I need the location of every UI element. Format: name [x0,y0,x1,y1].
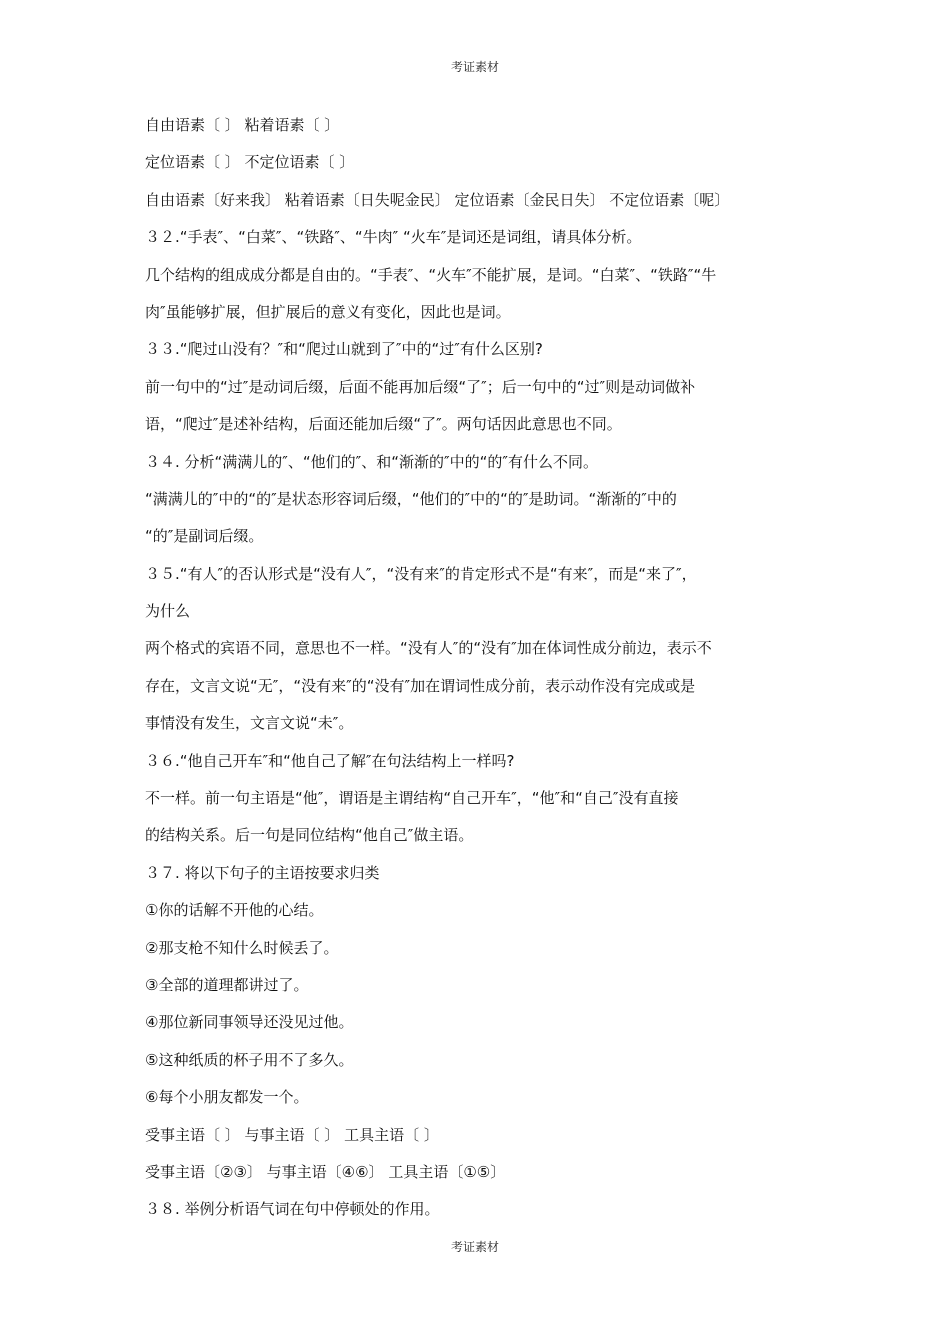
question-37: ３７. 将以下句子的主语按要求归类 [145,863,380,882]
text-line: 肉″虽能够扩展，但扩展后的意义有变化，因此也是词。 [145,302,511,321]
question-32: ３２.“手表″、“白菜″、“铁路″、“牛肉″ “火车″是词还是词组，请具体分析。 [145,228,642,247]
text-line: 自由语素〔 〕 粘着语素〔 〕 [145,116,340,134]
text-line: ③全部的道理都讲过了。 [145,975,309,994]
text-line: 两个格式的宾语不同，意思也不一样。“没有人″的“没有″加在体词性成分前边，表示不 [145,639,712,658]
question-33: ３３.“爬过山没有？″和“爬过山就到了″中的“过″有什么区别? [145,340,543,359]
page-header: 考证素材 [450,60,499,74]
text-line: 为什么 [145,602,191,621]
text-line: 自由语素〔好来我〕 粘着语素〔日失呢金民〕 定位语素〔金民日失〕 不定位语素〔呢〕 [145,190,730,209]
question-38: ３８. 举例分析语气词在句中停顿处的作用。 [145,1200,440,1219]
question-36: ３６.“他自己开车″和“他自己了解″在句法结构上一样吗? [145,751,515,770]
text-line: 的结构关系。后一句是同位结构“他自己″做主语。 [145,826,474,845]
text-line: “的″是副词后缀。 [145,527,264,546]
question-34: ３４. 分析“满满儿的″、“他们的″、和“渐渐的″中的“的″有什么不同。 [145,452,599,471]
text-line: ②那支枪不知什么时候丢了。 [145,938,339,957]
text-line: 受事主语〔 〕 与事主语〔 〕 工具主语〔 〕 [145,1125,439,1144]
question-35: ３５.“有人″的否认形式是“没有人″，“没有来″的肯定形式不是“有来″，而是“来了″， [145,564,697,583]
text-line: “满满儿的″中的“的″是状态形容词后缀，“他们的″中的“的″是助词。“渐渐的″中的 [145,489,677,508]
text-line: 不一样。前一句主语是“他″，谓语是主谓结构“自己开车″，“他″和“自己″没有直接 [145,789,679,808]
page-footer: 考证素材 [450,1240,499,1254]
text-line: 存在，文言文说“无″，“没有来″的“没有″加在谓词性成分前，表示动作没有完成或是 [145,676,696,695]
text-line: 几个结构的组成成分都是自由的。“手表″、“火车″不能扩展，是词。“白菜″、“铁路″“牛 [145,265,717,284]
text-line: 受事主语〔②③〕 与事主语〔④⑥〕 工具主语〔①⑤〕 [145,1162,506,1181]
text-line: ⑥每个小朋友都发一个。 [145,1088,309,1107]
text-line: 事情没有发生，文言文说“未″。 [145,714,354,733]
text-line: ①你的话解不开他的心结。 [145,901,324,920]
text-line: 语，“爬过″是述补结构，后面还能加后缀“了″。两句话因此意思也不同。 [145,415,622,434]
text-line: 定位语素〔 〕 不定位语素〔 〕 [145,153,355,172]
text-line: ⑤这种纸质的杯子用不了多久。 [145,1050,354,1069]
document-body [145,107,825,1229]
text-line: 前一句中的“过″是动词后缀，后面不能再加后缀“了″；后一句中的“过″则是动词做补 [145,377,696,396]
text-line: ④那位新同事领导还没见过他。 [145,1013,354,1032]
